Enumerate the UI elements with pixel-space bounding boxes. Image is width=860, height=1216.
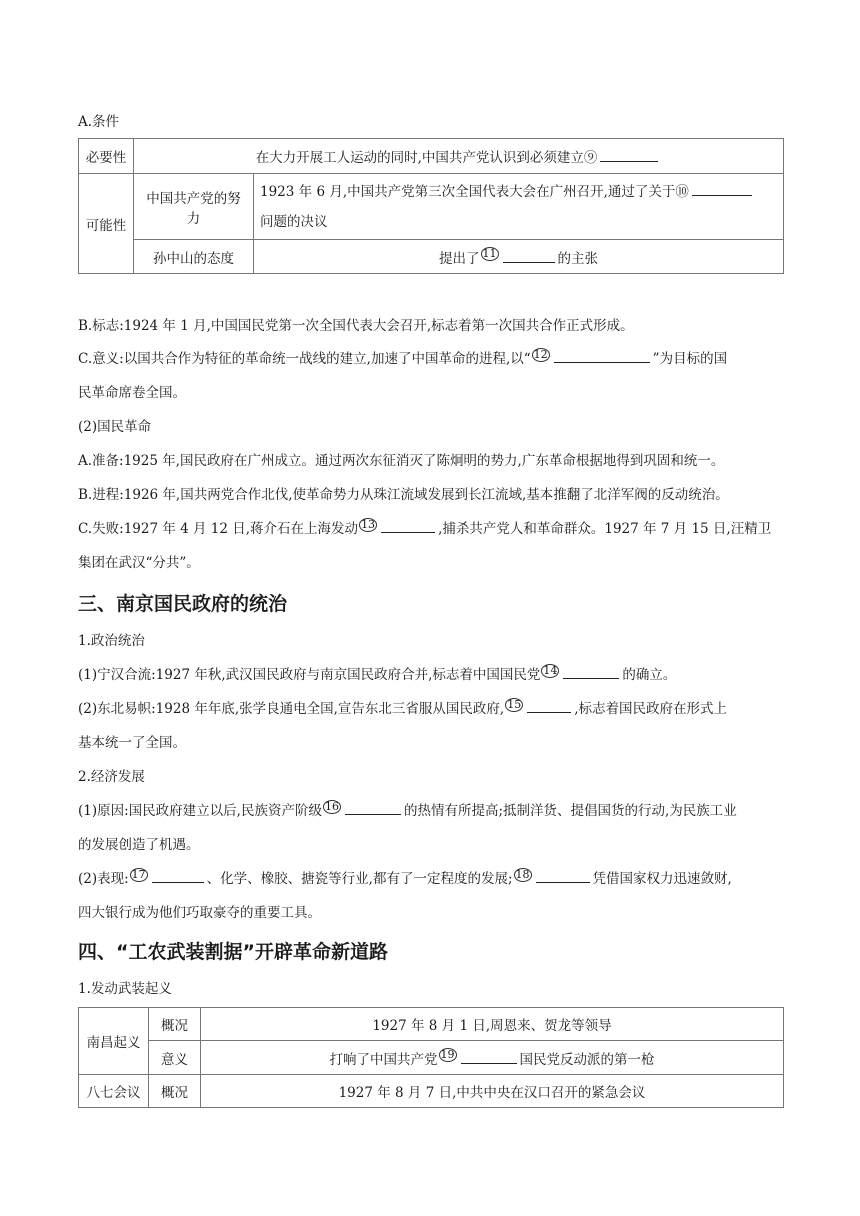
answer-blank[interactable] <box>692 181 752 196</box>
sun-attitude-label: 孙中山的态度 <box>134 240 254 274</box>
nanchang-overview-cell: 1927 年 8 月 1 日,周恩来、贺龙等领导 <box>201 1008 784 1041</box>
condition-label: A.条件 <box>78 114 120 130</box>
subtitle-national-revolution: (2)国民革命 <box>78 419 152 435</box>
answer-blank[interactable] <box>554 348 650 363</box>
answer-blank[interactable] <box>600 147 658 162</box>
nanchang-meaning-cell: 打响了中国共产党 19 国民党反动派的第一枪 <box>201 1041 784 1075</box>
circled-number: 16 <box>324 799 339 813</box>
answer-blank[interactable] <box>536 868 590 883</box>
uprising-table <box>78 1007 784 1108</box>
political-title: 1.政治统治 <box>78 633 145 649</box>
meaning-label: 意义 <box>149 1041 201 1075</box>
meaning-paragraph: C.意义:以国共合作为特征的革命统一战线的建立,加速了中国革命的进程,以“ 12 ”为目标的国 民革命席卷全国。 <box>78 347 728 401</box>
answer-blank[interactable] <box>345 800 401 815</box>
answer-blank[interactable] <box>527 698 571 713</box>
condition-table <box>78 138 784 274</box>
circled-number: 11 <box>482 247 497 260</box>
answer-blank[interactable] <box>381 518 435 533</box>
ccp-effort-cell: 1923 年 6 月,中国共产党第三次全国代表大会在广州召开,通过了关于⑩ 问题的决议 <box>254 174 784 240</box>
answer-blank[interactable] <box>152 868 204 883</box>
possibility-label: 可能性 <box>79 174 134 274</box>
cause-paragraph: (1)原因:国民政府建立以后,民族资产阶级 16 的热情有所提高;抵制洋货、提倡国货的行动,为民族工业 的发展创造了机遇。 <box>78 799 737 853</box>
economy-title: 2.经济发展 <box>78 769 145 785</box>
circled-number: 17 <box>131 867 146 881</box>
failure-paragraph: C.失败:1927 年 4 月 12 日,蒋介石在上海发动 13 ,捕杀共产党人和革命群众。1927 年 7 月 15 日,汪精卫 集团在武汉“分共”。 <box>78 517 772 571</box>
section-4-heading: 四、“工农武装割据”开辟革命新道路 <box>78 941 388 963</box>
nanchang-label: 南昌起义 <box>79 1008 149 1075</box>
overview-label: 概况 <box>149 1075 201 1108</box>
baqi-label: 八七会议 <box>79 1075 149 1108</box>
prep-paragraph: A.准备:1925 年,国民政府在广州成立。通过两次东征消灭了陈炯明的势力,广东革命根据地得到巩固和统一。 <box>78 453 725 469</box>
baqi-overview-cell: 1927 年 8 月 7 日,中共中央在汉口召开的紧急会议 <box>201 1075 784 1108</box>
circled-number: 19 <box>440 1048 455 1061</box>
circled-number: 14 <box>543 663 558 677</box>
circled-number: 18 <box>515 867 530 881</box>
ccp-effort-label: 中国共产党的努力 <box>134 174 254 240</box>
process-paragraph: B.进程:1926 年,国共两党合作北伐,使革命势力从珠江流域发展到长江流域,基本推翻了北洋军阀的反动统治。 <box>78 487 729 503</box>
uprising-title: 1.发动武装起义 <box>78 981 172 997</box>
circled-number: 15 <box>507 697 522 711</box>
sun-attitude-cell: 提出了 11 的主张 <box>254 240 784 274</box>
circled-number: 13 <box>361 517 376 531</box>
performance-paragraph: (2)表现: 17 、化学、橡胶、搪瓷等行业,都有了一定程度的发展; 18 凭借国家权力迅速敛财, 四大银行成为他们巧取豪夺的重要工具。 <box>78 867 732 921</box>
ninghan-paragraph: (1)宁汉合流:1927 年秋,武汉国民政府与南京国民政府合并,标志着中国国民党 14 的确立。 <box>78 663 677 683</box>
necessity-label: 必要性 <box>79 139 134 174</box>
section-3-heading: 三、南京国民政府的统治 <box>78 593 288 615</box>
necessity-cell: 在大力开展工人运动的同时,中国共产党认识到必须建立⑨ <box>134 139 784 174</box>
answer-blank[interactable] <box>503 248 555 263</box>
dongbei-paragraph: (2)东北易帜:1928 年年底,张学良通电全国,宣告东北三省服从国民政府, 15 ,标志着国民政府在形式上 基本统一了全国。 <box>78 697 727 751</box>
overview-label: 概况 <box>149 1008 201 1041</box>
answer-blank[interactable] <box>563 664 619 679</box>
circled-number: 12 <box>533 347 548 361</box>
answer-blank[interactable] <box>461 1049 517 1064</box>
sign-paragraph: B.标志:1924 年 1 月,中国国民党第一次全国代表大会召开,标志着第一次国共合作正式形成。 <box>78 318 634 334</box>
